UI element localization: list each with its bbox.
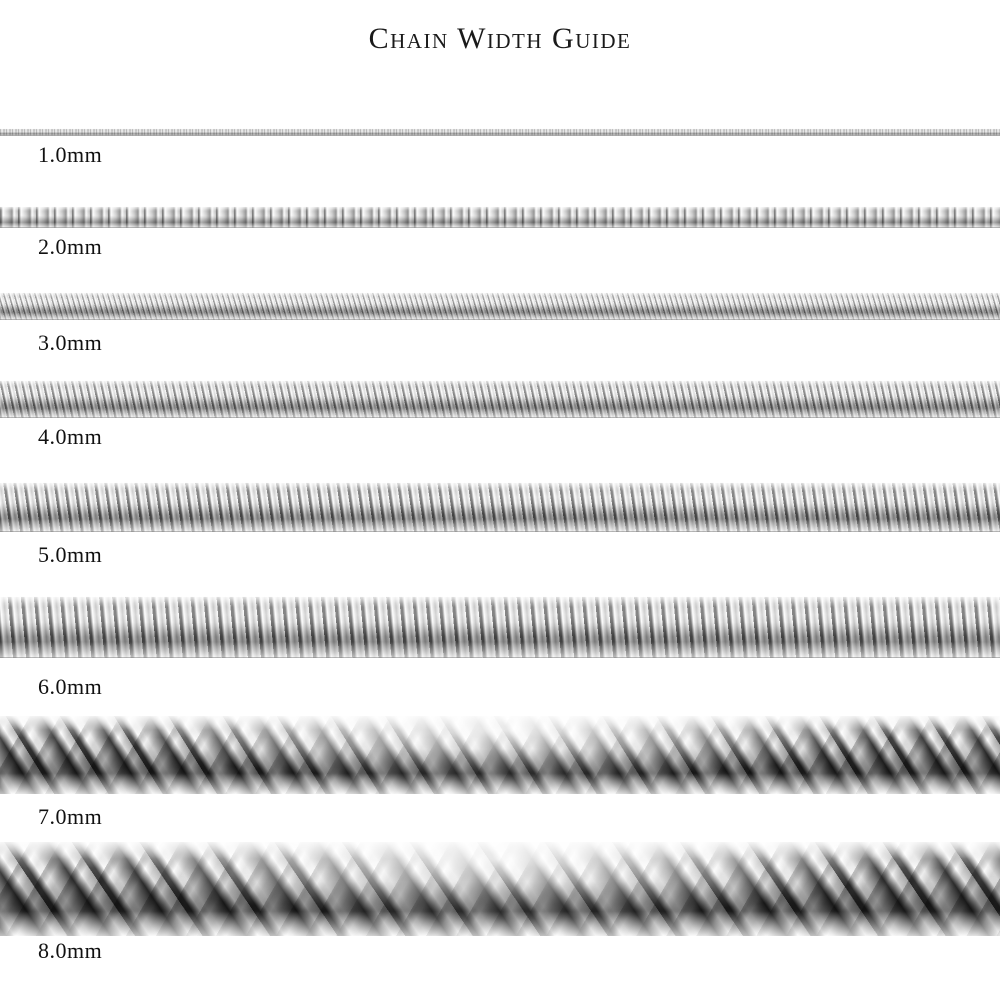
chain-swatch-6-0mm (0, 596, 1000, 658)
chain-label-1-0mm: 1.0mm (38, 142, 103, 167)
chain-label-5-0mm: 5.0mm (38, 542, 103, 567)
chain-label-7-0mm: 7.0mm (38, 804, 103, 829)
rope-highlight (0, 842, 1000, 936)
chain-label-4-0mm: 4.0mm (38, 424, 103, 449)
chain-link-texture (0, 380, 1000, 418)
rope-braid-texture (0, 716, 1000, 794)
chain-label-6-0mm: 6.0mm (38, 674, 103, 699)
chain-link-texture (0, 482, 1000, 532)
chain-label-8-0mm: 8.0mm (38, 938, 103, 963)
chain-swatch-5-0mm (0, 482, 1000, 532)
chain-link-texture (0, 128, 1000, 136)
rope-highlight (0, 716, 1000, 794)
rope-braid-texture (0, 842, 1000, 936)
chain-link-texture (0, 596, 1000, 658)
chain-label-2-0mm: 2.0mm (38, 234, 103, 259)
chain-link-texture (0, 292, 1000, 320)
chain-swatch-1-0mm (0, 128, 1000, 136)
chain-swatch-2-0mm (0, 206, 1000, 228)
chain-swatch-4-0mm (0, 380, 1000, 418)
chain-label-3-0mm: 3.0mm (38, 330, 103, 355)
chain-link-texture (0, 206, 1000, 228)
chain-swatch-7-0mm (0, 716, 1000, 794)
chain-swatch-3-0mm (0, 292, 1000, 320)
chain-swatch-8-0mm (0, 842, 1000, 936)
page-title: Chain Width Guide (368, 22, 632, 55)
